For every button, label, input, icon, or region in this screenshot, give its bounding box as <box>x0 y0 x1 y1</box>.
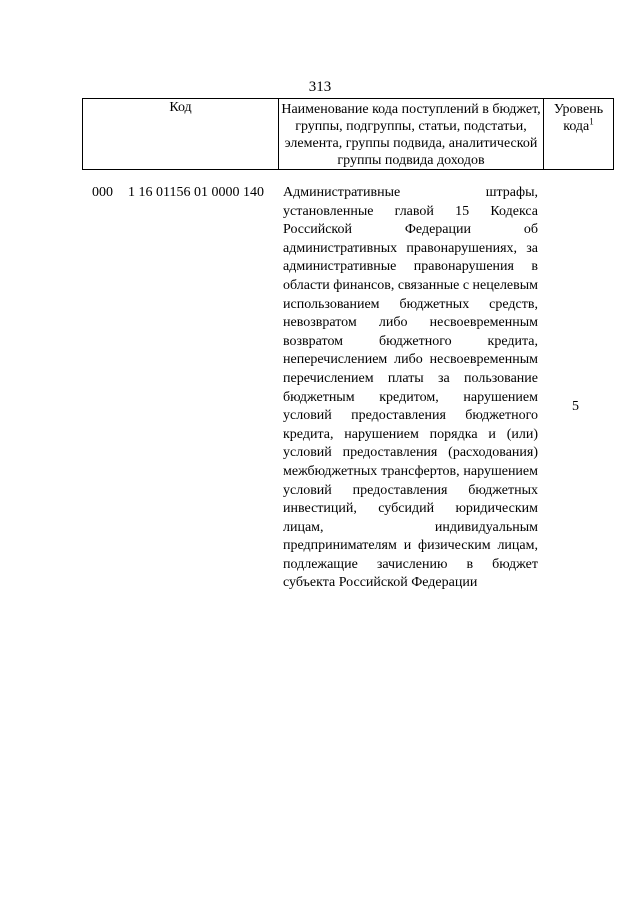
column-header-level-label: Уровень кода <box>553 102 604 134</box>
column-header-name <box>279 99 544 170</box>
income-code: 1 16 01156 01 0000 140 <box>128 185 264 200</box>
page-number: 313 <box>308 79 332 95</box>
column-header-code <box>83 99 279 170</box>
column-header-level <box>544 99 614 170</box>
footnote-marker: 1 <box>589 116 594 127</box>
column-header-code-label: Код <box>169 100 192 115</box>
column-header-name-label: Наименование кода поступлений в бюджет, группы, подгруппы, статьи, подстатьи, элемента, группы подвида, аналитической группы подвида доходов <box>281 102 541 168</box>
code-level: 5 <box>572 399 579 414</box>
income-codes-table-header <box>82 98 614 170</box>
admin-code: 000 <box>92 185 113 200</box>
income-code-name: Административные штрафы, установленные главой 15 Кодекса Российской Федерации об административных правонарушениях, за административные правонарушения в области финансов, связанные с нецелевым использованием бюджетных средств, невозвратом либо несвоевременным возвратом бюджетного кредита, неперечислением либо несвоевременным перечислением платы за пользование бюджетным кредитом, нарушением условий предоставления бюджетного кредита, нарушением порядка и (или) условий предоставления (расходования) межбюджетных трансфертов, нарушением условий предоставления бюджетных инвестиций, субсидий юридическим лицам, индивидуальным предпринимателям и физическим лицам, подлежащие зачислению в бюджет субъекта Российской Федерации <box>283 185 539 591</box>
table-header-row <box>83 99 614 170</box>
